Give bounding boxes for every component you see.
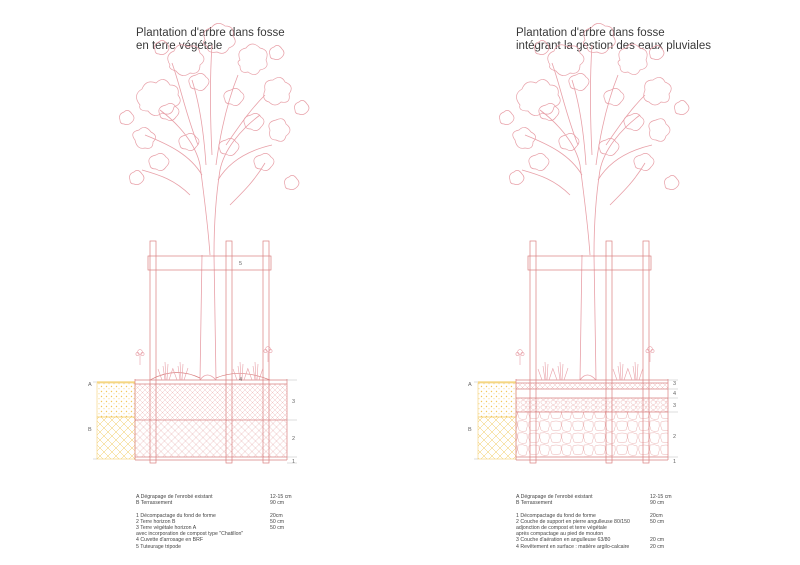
right-layer-4 — [516, 383, 668, 389]
left-num-2: 2 — [292, 436, 296, 442]
right-num-3a: 3 — [673, 381, 677, 387]
right-title-line2: intégrant la gestion des eaux pluviales — [516, 40, 711, 52]
right-section — [468, 23, 689, 465]
left-num-5: 5 — [239, 261, 243, 267]
right-legend-value: 20 cm — [650, 543, 665, 550]
right-legend-value: 20 cm — [650, 537, 665, 544]
right-legend-value: 20cm — [650, 512, 663, 519]
left-layer-3 — [135, 384, 287, 420]
right-legend-value: 12-15 cm — [650, 494, 672, 500]
right-legend-row — [516, 544, 686, 550]
right-num-1: 1 — [673, 459, 677, 465]
right-legend-desc: A Dégrapage de l'enrobé existant — [516, 494, 593, 500]
left-legend-desc: A Dégrapage de l'enrobé existant — [136, 494, 213, 500]
right-legend-desc: B Terrassement — [516, 500, 553, 507]
left-num-4: 4 — [239, 377, 243, 383]
left-layer-2 — [135, 420, 287, 457]
right-legend-desc: 3 Couche d'aération en angulleuse 63/80 — [516, 537, 611, 544]
left-num-1: 1 — [292, 459, 296, 465]
left-existing-layer-b — [97, 417, 135, 459]
left-tree-canopy — [120, 23, 310, 255]
left-legend-desc: avec incorporation de compost type "Chatillon" — [136, 531, 244, 538]
right-legend-desc: adjonction de compost et terre végétale — [516, 524, 607, 531]
right-layer-2 — [516, 412, 668, 457]
left-legend-value: 50 cm — [270, 524, 285, 531]
left-legend — [136, 494, 306, 550]
left-legend-desc: 3 Terre végétale horizon A — [136, 524, 197, 531]
left-title-line1: Plantation d'arbre dans fosse — [136, 27, 285, 39]
left-legend-value: 20cm — [270, 512, 283, 519]
right-layer-3 — [516, 398, 668, 412]
left-section — [88, 23, 309, 465]
right-legend-desc: après compactage au pied de mouton — [516, 531, 604, 538]
left-label-b: B — [88, 427, 92, 433]
right-legend-value: 90 cm — [650, 500, 665, 507]
left-label-a: A — [88, 382, 92, 388]
right-tree-trunk — [580, 255, 596, 380]
right-legend-desc: 1 Décompactage du fond de forme — [516, 512, 596, 519]
left-legend-desc: 4 Cuvette d'arrosage en BRF — [136, 537, 204, 544]
right-legend-desc: 2 Couche de support en pierre angulleuse 80/150 — [516, 518, 630, 525]
right-label-b: B — [468, 427, 472, 433]
right-legend-desc: 4 Revêtement en surface : matière argilo-calcaire — [516, 543, 630, 550]
left-legend-value: 12-15 cm — [270, 494, 292, 500]
left-legend-desc: 2 Terre horizon B — [136, 518, 176, 525]
left-legend-desc: 5 Tuteurage tripode — [136, 543, 181, 550]
right-num-3b: 3 — [673, 403, 677, 409]
left-tree-trunk — [200, 255, 216, 380]
right-legend-value: 50 cm — [650, 518, 665, 525]
right-existing-layer-a — [478, 383, 516, 417]
left-title-line2: en terre végétale — [136, 40, 223, 52]
right-num-4: 4 — [673, 391, 677, 397]
right-title-line1: Plantation d'arbre dans fosse — [516, 27, 665, 39]
right-label-a: A — [468, 382, 472, 388]
right-num-2: 2 — [673, 434, 677, 440]
right-tree-canopy — [500, 23, 690, 255]
left-legend-desc: 1 Décompactage du fond de forme — [136, 512, 216, 519]
left-legend-value: 50 cm — [270, 518, 285, 525]
left-legend-desc: B Terrassement — [136, 500, 173, 507]
left-legend-value: 90 cm — [270, 500, 285, 507]
right-existing-layer-b — [478, 417, 516, 459]
left-legend-row — [136, 544, 306, 550]
left-num-3: 3 — [292, 399, 296, 405]
right-legend — [516, 494, 686, 550]
left-existing-layer-a — [97, 383, 135, 417]
